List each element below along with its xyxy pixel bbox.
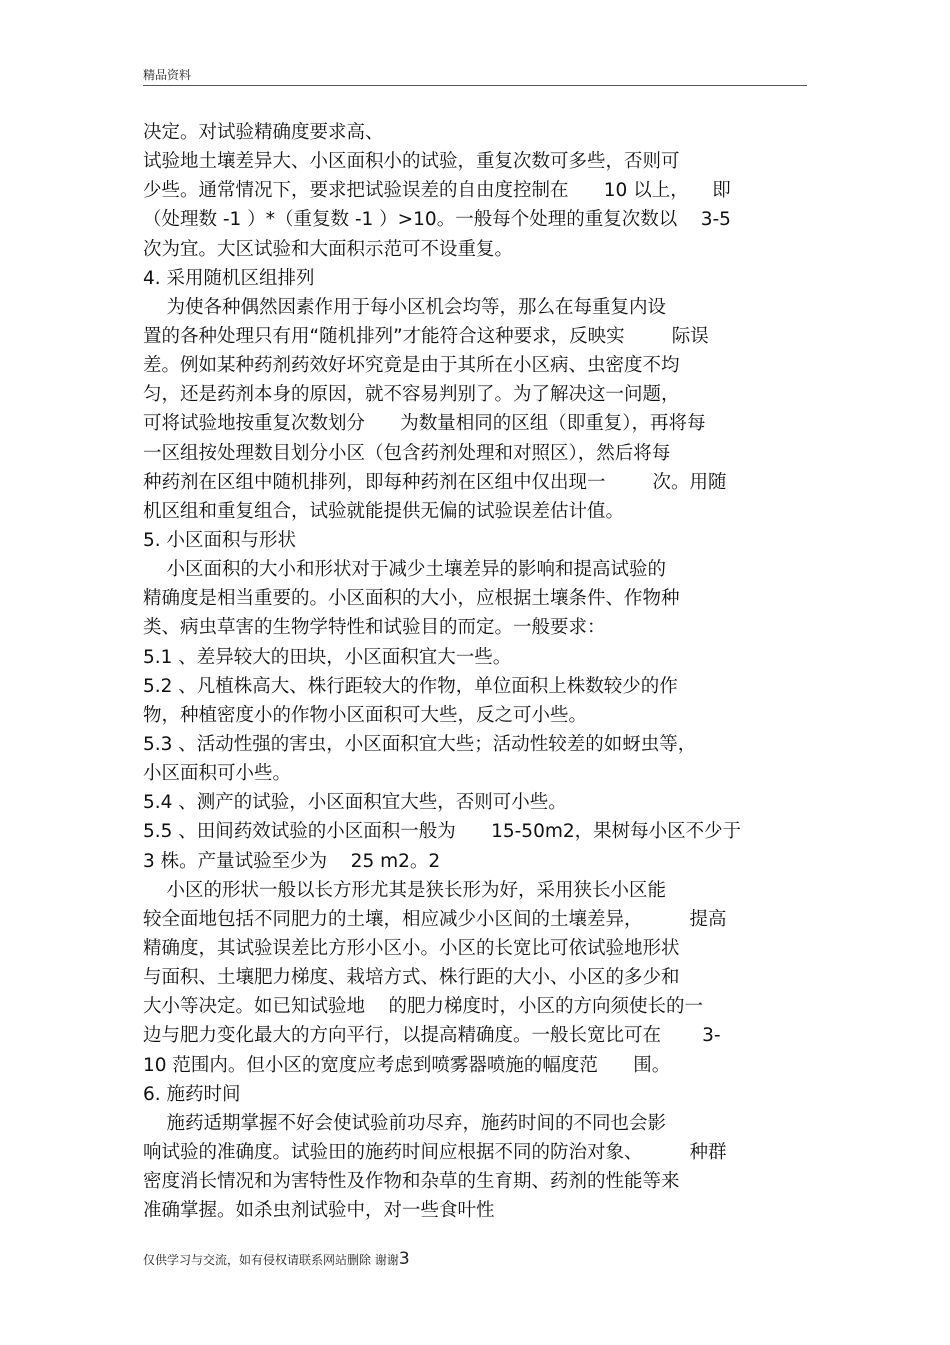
text-line: 3 株。产量试验至少为 25 m2。2 — [143, 850, 441, 872]
text-line: 5.2 、凡植株高大、株行距较大的作物，单位面积上株数较少的作 — [143, 675, 678, 697]
text-line: 10 范围内。但小区的宽度应考虑到喷雾器喷施的幅度范 围。 — [143, 1054, 671, 1076]
document-body — [143, 118, 807, 1225]
text-line: 试验地土壤差异大、小区面积小的试验，重复次数可多些，否则可 — [143, 151, 680, 173]
text-line: 匀，还是药剂本身的原因，就不容易判别了。为了解决这一问题， — [143, 384, 680, 406]
page-header: 精品资料 — [143, 68, 192, 82]
text-line: 大小等决定。如已知试验地 的肥力梯度时，小区的方向须使长的一 — [143, 996, 704, 1018]
text-line: 小区面积可小些。 — [143, 763, 292, 785]
text-line: 4. 采用随机区组排列 — [143, 267, 315, 289]
text-line: 决定。对试验精确度要求高、 — [143, 122, 384, 143]
text-line: 5.3 、活动性强的害虫，小区面积宜大些；活动性较差的如蚜虫等， — [143, 733, 697, 755]
page-number: 3 — [398, 1249, 410, 1269]
text-line: 可将试验地按重复次数划分 为数量相同的区组（即重复），再将每 — [143, 413, 706, 435]
text-line: 6. 施药时间 — [143, 1083, 241, 1105]
text-line: 小区面积的大小和形状对于减少土壤差异的影响和提高试验的 — [143, 559, 667, 581]
text-line: 为使各种偶然因素作用于每小区机会均等，那么在每重复内设 — [143, 296, 667, 318]
text-line: 精确度是相当重要的。小区面积的大小，应根据土壤条件、作物种 — [143, 588, 680, 610]
text-line: 物，种植密度小的作物小区面积可大些，反之可小些。 — [143, 704, 588, 726]
text-line: （处理数 -1 ）*（重复数 -1 ）>10。一般每个处理的重复次数以 3-5 — [143, 209, 731, 231]
header-rule — [143, 85, 807, 86]
text-line: 一区组按处理数目划分小区（包含药剂处理和对照区），然后将每 — [143, 442, 671, 464]
text-line: 小区的形状一般以长方形尤其是狭长形为好，采用狭长小区能 — [143, 879, 667, 901]
text-line: 5.4 、测产的试验，小区面积宜大些，否则可小些。 — [143, 792, 567, 814]
text-line: 边与肥力变化最大的方向平行，以提高精确度。一般长宽比可在 3- — [143, 1025, 721, 1047]
text-line: 置的各种处理只有用“随机排列”才能符合这种要求，反映实 际误 — [143, 325, 709, 347]
text-line: 5.5 、田间药效试验的小区面积一般为 15-50m2，果树每小区不少于 — [143, 821, 742, 843]
text-line: 次为宜。大区试验和大面积示范可不设重复。 — [143, 238, 514, 260]
text-line: 密度消长情况和为害特性及作物和杂草的生育期、药剂的性能等来 — [143, 1171, 680, 1193]
text-line: 5.1 、差异较大的田块，小区面积宜大一些。 — [143, 646, 512, 668]
text-line: 差。例如某种药剂药效好坏究竟是由于其所在小区病、虫密度不均 — [143, 355, 680, 377]
footer-note: 仅供学习与交流，如有侵权请联系网站删除 谢谢 — [143, 1253, 399, 1267]
text-line: 响试验的准确度。试验田的施药时间应根据不同的防治对象、 种群 — [143, 1141, 727, 1163]
text-line: 与面积、土壤肥力梯度、栽培方式、株行距的大小、小区的多少和 — [143, 967, 680, 989]
page-footer — [143, 1249, 410, 1269]
text-line: 机区组和重复组合，试验就能提供无偏的试验误差估计值。 — [143, 500, 625, 522]
text-line: 类、病虫草害的生物学特性和试验目的而定。一般要求： — [143, 617, 606, 639]
text-line: 精确度，其试验误差比方形小区小。小区的长宽比可依试验地形状 — [143, 937, 680, 959]
text-line: 较全面地包括不同肥力的土壤，相应减少小区间的土壤差异， 提高 — [143, 908, 727, 930]
text-line: 准确掌握。如杀虫剂试验中，对一些食叶性 — [143, 1200, 495, 1222]
text-line: 种药剂在区组中随机排列，即每种药剂在区组中仅出现一 次。用随 — [143, 471, 727, 493]
text-line: 施药适期掌握不好会使试验前功尽弃，施药时间的不同也会影 — [143, 1112, 667, 1134]
text-line: 少些。通常情况下，要求把试验误差的自由度控制在 10 以上， 即 — [143, 180, 731, 202]
text-line: 5. 小区面积与形状 — [143, 529, 297, 551]
